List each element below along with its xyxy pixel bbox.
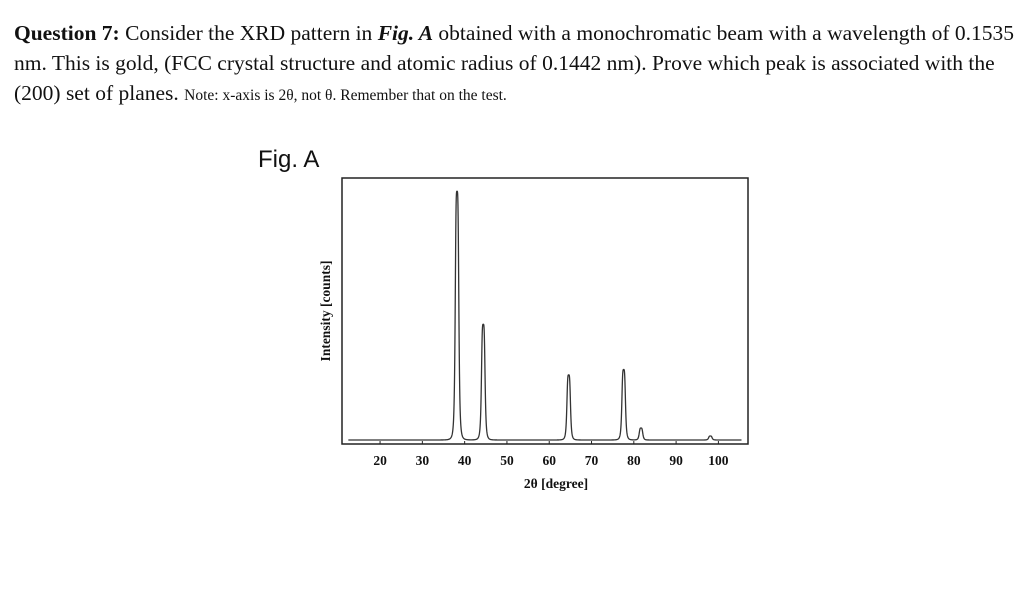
x-tick-label: 70: [584, 453, 599, 468]
x-tick-label: 40: [457, 453, 472, 468]
x-axis-title: 2θ [degree]: [523, 476, 589, 491]
figure-title: Fig. A: [258, 146, 320, 173]
y-axis-title: Intensity [counts]: [318, 260, 333, 362]
question-label: Question 7:: [14, 21, 120, 45]
question-body-1: Consider the XRD pattern in: [119, 21, 378, 45]
peak-marks: [456, 190, 711, 437]
x-tick-label: 100: [708, 453, 729, 468]
x-tick-label: 60: [542, 453, 556, 468]
plot-frame: [342, 178, 748, 444]
xrd-pattern-line: [348, 191, 741, 440]
x-tick-label: 20: [373, 453, 387, 468]
x-ticks: [373, 441, 728, 468]
question-body-2: obtained with a monochromatic beam with a wavelength of 0.1535 nm. This is gold, (FCC crystal structure and atomic radius of 0.1442 nm). Prove which peak is associated with the (200) set of planes.: [14, 21, 1014, 105]
x-tick-label: 50: [500, 453, 514, 468]
x-tick-label: 80: [627, 453, 641, 468]
question-note: Note: x-axis is 2θ, not θ. Remember that on the test.: [184, 87, 507, 104]
figure-reference: Fig. A: [377, 21, 434, 45]
x-tick-label: 30: [415, 453, 430, 468]
x-tick-label: 90: [669, 453, 683, 468]
